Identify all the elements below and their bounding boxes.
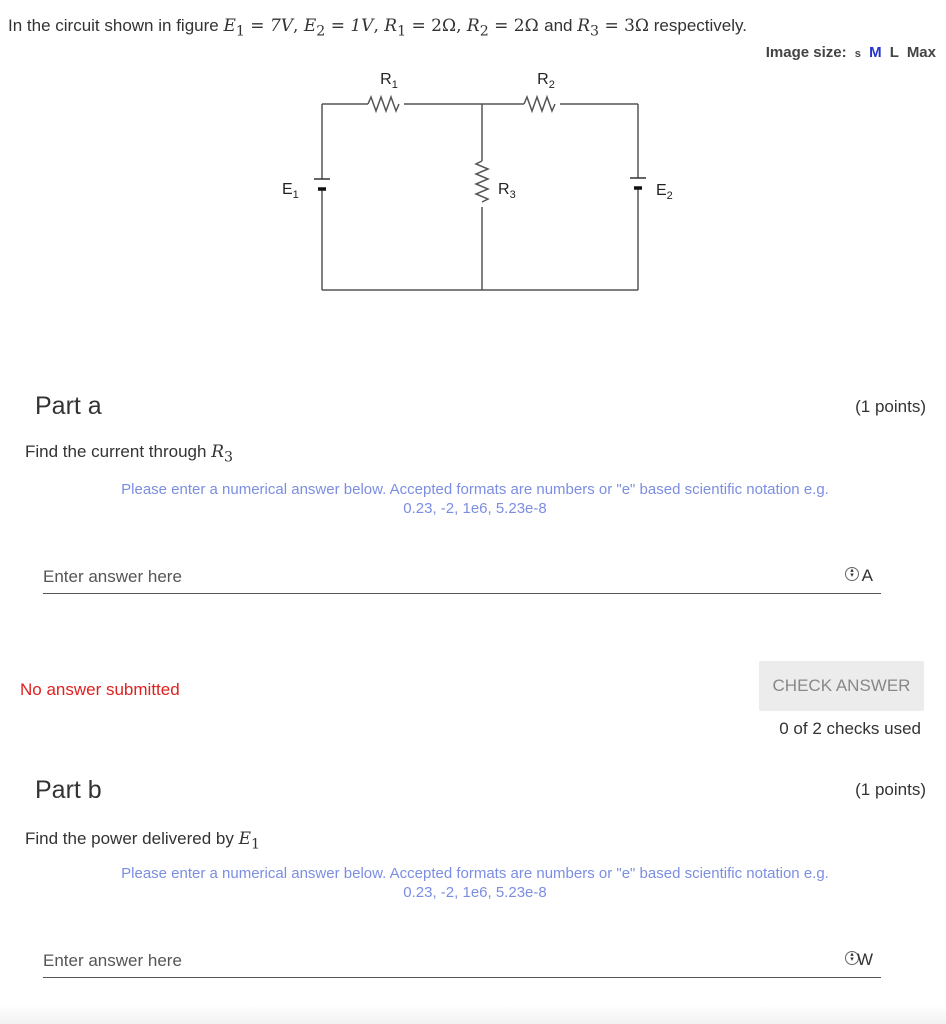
image-size-label: Image size: bbox=[765, 44, 847, 61]
r1-label: $R_1$ bbox=[380, 71, 398, 91]
circuit-diagram bbox=[270, 62, 673, 302]
r2-label: $R_2$ bbox=[537, 71, 555, 91]
part-b-title: Part b bbox=[35, 776, 102, 804]
part-a-question: Find the current through $R_3$ bbox=[25, 442, 234, 466]
e1-battery bbox=[314, 179, 330, 189]
part-b-points: (1 points) bbox=[855, 780, 926, 799]
part-a-hint: Please enter a numerical answer below. Accepted formats are numbers or "e" based scientific notation e.g. 0.23, -2, 1e6, 5.23e-8 bbox=[121, 481, 829, 517]
image-size-max[interactable]: Max bbox=[906, 44, 936, 61]
part-a-title: Part a bbox=[35, 392, 102, 420]
equation-r3: $R_3 = 3\Omega$ bbox=[577, 16, 650, 40]
image-size-m[interactable]: M bbox=[869, 44, 882, 61]
part-b-unit: W bbox=[856, 950, 873, 969]
part-b-stepper-icon[interactable]: ▴ ▾ bbox=[845, 951, 859, 965]
e2-label: $E_2$ bbox=[656, 182, 673, 202]
image-size-s[interactable]: s bbox=[854, 48, 861, 60]
e2-battery bbox=[630, 178, 646, 188]
r3-resistor bbox=[476, 161, 488, 202]
intro-text: In the circuit shown in figure bbox=[8, 16, 219, 35]
and-text: and bbox=[544, 16, 573, 35]
part-b-hint: Please enter a numerical answer below. Accepted formats are numbers or "e" based scientific notation e.g. 0.23, -2, 1e6, 5.23e-8 bbox=[121, 865, 829, 901]
part-a-answer-input[interactable] bbox=[43, 563, 823, 591]
bottom-edge bbox=[0, 1005, 946, 1024]
part-a-answer-row bbox=[43, 563, 881, 594]
e1-label: $E_1$ bbox=[282, 181, 299, 201]
part-a-status: No answer submitted bbox=[20, 680, 180, 699]
r2-resistor bbox=[524, 97, 555, 111]
part-b-answer-row bbox=[43, 947, 881, 978]
part-b-question: Find the power delivered by $E_1$ bbox=[25, 829, 261, 853]
image-size-selector bbox=[766, 44, 936, 61]
part-b-answer-input[interactable] bbox=[43, 947, 823, 975]
equation: $E_1 = 7V$, $E_2 = 1V$, $R_1 = 2\Omega$, $R_2 = 2\Omega$ bbox=[223, 16, 539, 40]
image-size-l[interactable]: L bbox=[889, 44, 899, 61]
problem-statement bbox=[8, 16, 747, 39]
r3-label: $R_3$ bbox=[498, 181, 516, 201]
suffix-text: respectively. bbox=[653, 16, 747, 35]
part-a-points: (1 points) bbox=[855, 397, 926, 416]
check-answer-button[interactable]: CHECK ANSWER bbox=[759, 661, 924, 711]
part-a-stepper-icon[interactable]: ▴ ▾ bbox=[845, 567, 859, 581]
checks-used: 0 of 2 checks used bbox=[779, 719, 921, 738]
part-a-unit: A bbox=[861, 566, 873, 585]
r1-resistor bbox=[368, 97, 399, 111]
